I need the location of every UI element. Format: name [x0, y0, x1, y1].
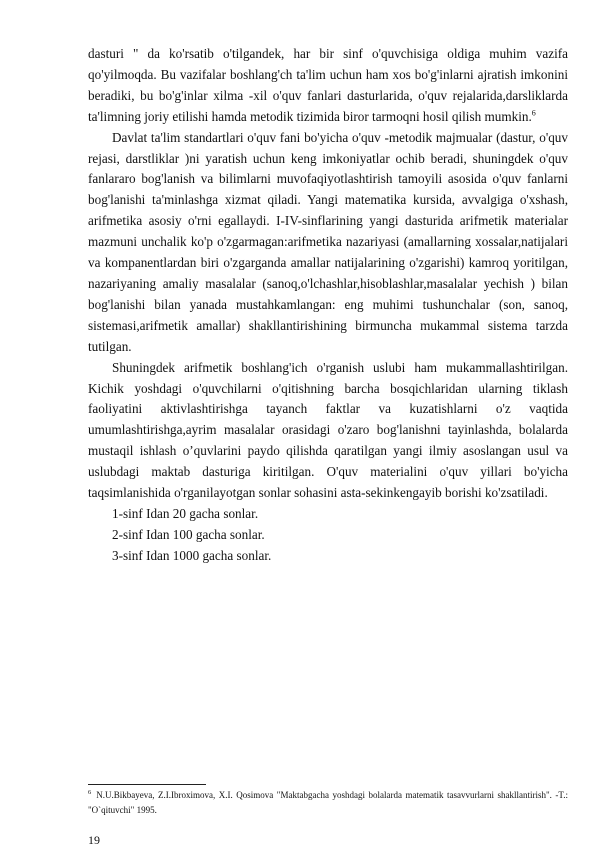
footnote-number: 6 — [88, 789, 92, 796]
footnote-divider — [88, 784, 206, 785]
footnote-reference[interactable]: 6 — [531, 108, 536, 118]
paragraph-2: Davlat ta'lim standartlari o'quv fani bo'yicha o'quv -metodik majmualar (dastur, o'quv rejasi, darstliklar )ni yaratish uchun keng imkoniyatlar ochib beradi, shuningdek o'quv fanlararo bog'lanish va bilimlarni muvofaqiyotlashtirish tamoyili asosida o'quv fanlarni bog'lanishi ta'minlashga xizmat qiladi. Yangi matematika kursida, avvalgiga o'xshash, arifmetika asosiy o'rni egallaydi. I-IV-sinflarining yangi dasturida arifmetik materialar mazmuni unchalik ko'p o'zgarmagan:arifmetika nazariyasi (amallarning xossalar,natijalari va kompanentlardan biri o'zgarganda amallar natijalarining o'zgarishi) kamroq yoritilgan, nazariyaning amaliy masalalar (sanoq,o'lchashlar,hisoblashlar,masalalar yechish ) bilan bog'lanishi bilan yanada mustahkamlangan: eng muhimi tushunchalar (son, sanoq, sistemasi,arifmetik amallar) shakllantirishining birmuncha mukammal sistema tarzda tutilgan. — [88, 129, 568, 354]
body-text — [88, 44, 568, 567]
footnote-text: N.U.Bikbayeva, Z.I.Ibroximova, X.I. Qosimova "Maktabgacha yoshdagi bolalarda matematik tasavvurlarni shakllantirish". -T.: "O`qituvchi" 1995. — [88, 790, 568, 815]
footnote — [88, 788, 568, 818]
list-item: 3-sinf Idan 1000 gacha sonlar. — [112, 547, 272, 563]
paragraph-3: Shuningdek arifmetik boshlang'ich o'rganish uslubi ham mukammallashtirilgan. Kichik yoshdagi o'quvchilarni o'qitishning barcha bosqichlaridan ularning tiklash faoliyatini aktivlashtirishga tayanch faktlar va kuzatishlarni o'z vaqtida umumlashtirishga,ayrim masalalar orasidagi o'zaro bog'lanishni tayinlashda, bolalarda mustaqil ishlash o’quvlarini paydo qilishda qaratilgan yangi ilmiy asoslangan usul va uslubdagi maktab dasturiga kiritilgan. O'quv materialini o'quv yillari bo'yicha taqsimlanishida o'rganilayotgan sonlar sohasini asta-sekinkengayib borishi ko'zsatiladi. — [88, 359, 568, 501]
list-item: 1-sinf Idan 20 gacha sonlar. — [112, 505, 259, 521]
page-number: 19 — [88, 833, 100, 847]
paragraph-1 — [88, 44, 568, 128]
paragraph-1-text: dasturi " da ko'rsatib o'tilgandek, har bir sinf o'quvchisiga oldiga muhim vazifa qo'yilmoqda. Bu vazifalar boshlang'ch ta'lim uchun ham xos bo'g'inlarni ajratish imkonini beradiki, bu bo'g'inlar xilma -xil o'quv fanlari dasturlarida, o'quv rejalarida,darsliklarda ta'limning joriy etilishi hamda metodik tizimida biror tarmoqni hosil qilish mumkin. — [88, 46, 568, 124]
list-item: 2-sinf Idan 100 gacha sonlar. — [112, 526, 265, 542]
